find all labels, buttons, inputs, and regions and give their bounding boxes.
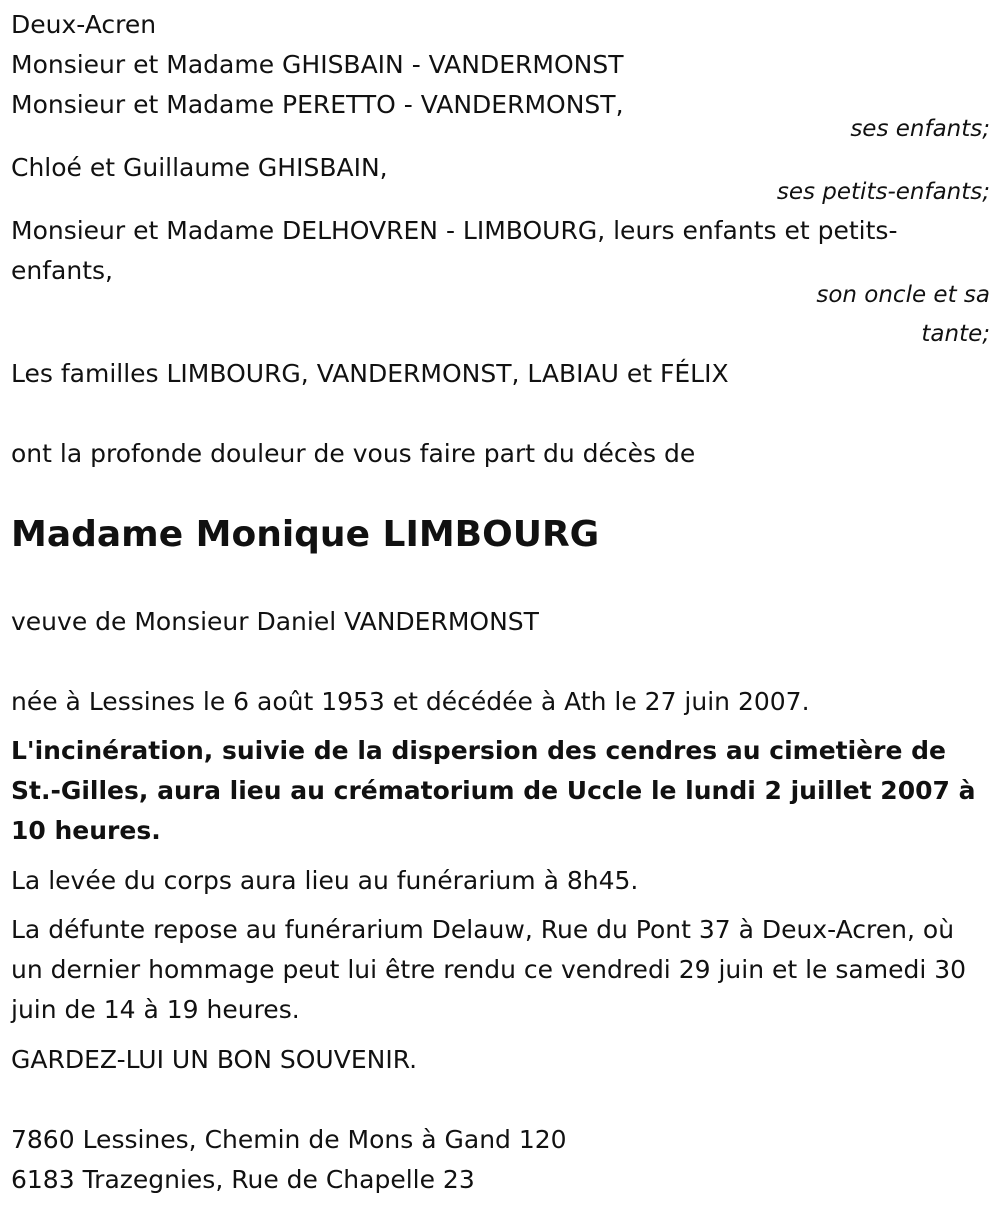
announcement-text: ont la profonde douleur de vous faire part du décès de [11,439,696,468]
address-lessines: 7860 Lessines, Chemin de Mons à Gand 120 [11,1125,567,1154]
families-line: Les familles LIMBOURG, VANDERMONST, LABIAU et FÉLIX [11,359,729,388]
role-uncle-aunt-1: son oncle et sa [816,282,990,308]
closing-line: GARDEZ-LUI UN BON SOUVENIR. [11,1045,418,1074]
birth-death-line: née à Lessines le 6 août 1953 et décédée à Ath le 27 juin 2007. [11,687,810,716]
spouse-line: veuve de Monsieur Daniel VANDERMONST [11,607,539,636]
role-uncle-aunt-2: tante; [921,321,990,347]
repose-details: La défunte repose au funérarium Delauw, Rue du Pont 37 à Deux-Acren, où un dernier hommage peut lui être rendu ce vendredi 29 juin et le samedi 30 juin de 14 à 19 heures. [11,915,967,1024]
grandchildren-line: Chloé et Guillaume GHISBAIN, [11,153,388,182]
role-children: ses enfants; [850,116,990,142]
deceased-name: Madame Monique LIMBOURG [11,514,600,555]
levee-line: La levée du corps aura lieu au funérarium à 8h45. [11,866,639,895]
role-grandchildren: ses petits-enfants; [776,179,990,205]
ceremony-details: L'incinération, suivie de la dispersion des cendres au cimetière de St.-Gilles, aura lieu au crématorium de Uccle le lundi 2 juillet 2007 à 10 heures. [11,736,976,845]
address-trazegnies: 6183 Trazegnies, Rue de Chapelle 23 [11,1165,475,1194]
uncle-aunt-line: Monsieur et Madame DELHOVREN - LIMBOURG, leurs enfants et petits-enfants, [11,216,898,285]
family-line-ghisbain: Monsieur et Madame GHISBAIN - VANDERMONST [11,50,624,79]
location: Deux-Acren [11,10,157,39]
family-line-peretto: Monsieur et Madame PERETTO - VANDERMONST, [11,90,624,119]
